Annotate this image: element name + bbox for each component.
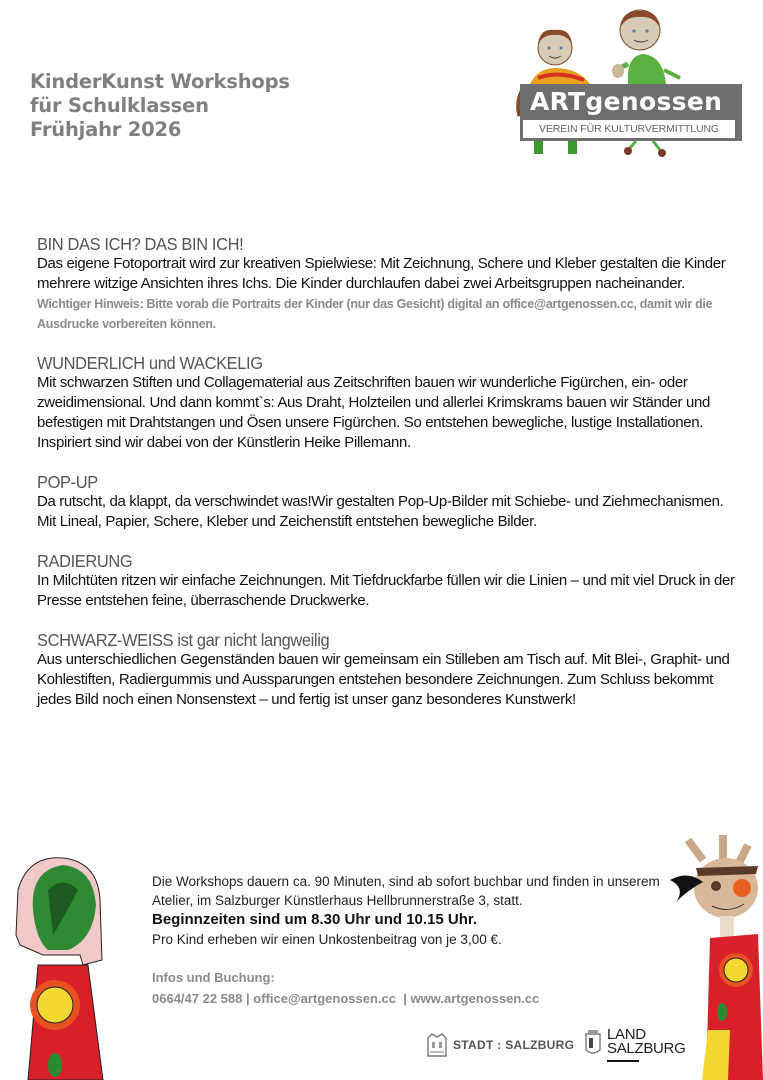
workshop-title: BIN DAS ICH? DAS BIN ICH! (37, 234, 244, 254)
workshop-description: Aus unterschiedlichen Gegenständen bauen wir gemeinsam ein Stilleben am Tisch auf. Mit Blei-, Graphit- und Kohlestiften, Radiergummis und Aussparungen entstehen besondere Zeichnungen. Zum Schluss bekommt jedes Bild noch einen Nonsenstext – und fertig ist unser ganz besonderes Kunstwerk! (37, 651, 730, 708)
child-drawing-left-icon (8, 850, 108, 1080)
website-link[interactable]: www.artgenossen.cc (410, 991, 540, 1006)
salzburg-label: SALZBURG (505, 1038, 575, 1052)
workshop-title: RADIERUNG (37, 551, 133, 571)
duration-location-text: Die Workshops dauern ca. 90 Minuten, sind ab sofort buchbar und finden in unserem Atelier, im Salzburger Künstlerhaus Hellbrunnerstraße 3, statt. (152, 874, 660, 908)
workshop-description (37, 373, 737, 453)
title-line-2: für Schulklassen (30, 94, 209, 117)
contact-line (152, 988, 672, 1009)
workshop-description: Da rutscht, da klappt, da verschwindet was!Wir gestalten Pop-Up-Bilder mit Schiebe- und Ziehmechanismen. Mit Lineal, Papier, Schere, Kleber und Zeichenstift entstehen bewegliche Bilder. (37, 493, 724, 530)
fee-text: Pro Kind erheben wir einen Unkostenbeitrag von je 3,00 €. (152, 932, 502, 947)
stadt-salzburg-logo (426, 1032, 574, 1058)
workshop-section (37, 551, 737, 611)
child-drawing-right-icon (668, 830, 763, 1080)
workshop-section (37, 472, 737, 532)
stadt-separator: : (497, 1038, 502, 1052)
booking-info (152, 872, 672, 1009)
contact-separator: | (246, 991, 250, 1006)
workshop-note: Wichtiger Hinweis: Bitte vorab die Portraits der Kinder (nur das Gesicht) digital an office@artgenossen.cc, damit wir die Ausdrucke vorbereiten können. (37, 297, 713, 331)
workshop-title: POP-UP (37, 472, 98, 492)
workshop-description: In Milchtüten ritzen wir einfache Zeichnungen. Mit Tiefdruckfarbe füllen wir die Linien – und mit viel Druck in der Presse entstehen feine, überraschende Druckwerke. (37, 572, 735, 609)
artgenossen-logo (508, 6, 748, 158)
page-title (30, 70, 290, 142)
logo-banner (520, 84, 742, 141)
stadt-salzburg-text (453, 1038, 574, 1052)
phone-number[interactable]: 0664/47 22 588 (152, 991, 243, 1006)
contact-block (152, 967, 672, 1009)
logo-name: ARTgenossen (530, 87, 723, 116)
workshop-section (37, 353, 737, 453)
land-underline (607, 1060, 639, 1062)
title-line-1: KinderKunst Workshops (30, 70, 290, 93)
workshop-section (37, 630, 737, 710)
workshop-title: SCHWARZ-WEISS ist gar nicht langweilig (37, 630, 330, 650)
workshop-section (37, 234, 737, 334)
email-link[interactable]: office@artgenossen.cc (253, 991, 396, 1006)
land-label: LAND (607, 1026, 646, 1043)
sponsor-logos (426, 1028, 696, 1068)
workshop-description-text: Mit schwarzen Stiften und Collagematerial aus Zeitschriften bauen wir wunderliche Figürchen, ein- oder zweidimensional. Und dann kommt`s: Aus Draht, Holzteilen und allerlei Krimskrams bauen wir Ständer und befestigen mit Drahtstangen und Ösen unsere Figürchen. So entstehen bewegliche, lustige Installationen. (37, 374, 710, 431)
city-crest-icon (426, 1032, 448, 1058)
stadt-label: STADT (453, 1038, 494, 1052)
salzburg-label: SALZBURG (607, 1040, 686, 1057)
start-times-text: Beginnzeiten sind um 8.30 Uhr und 10.15 Uhr. (152, 911, 478, 928)
contact-label: Infos und Buchung: (152, 970, 275, 985)
state-crest-icon (584, 1028, 602, 1058)
workshop-inspiration-text: Inspiriert sind wir dabei von der Künstlerin Heike Pillemann. (37, 434, 411, 451)
workshop-description: Das eigene Fotoportrait wird zur kreativen Spielwiese: Mit Zeichnung, Schere und Kleber gestalten die Kinder mehrere witzige Ansichten ihres Ichs. Die Kinder durchlaufen dabei zwei Arbeitsgruppen nacheinander. (37, 255, 726, 292)
contact-separator: | (403, 991, 407, 1006)
workshop-list (37, 234, 737, 729)
logo-subtitle: VEREIN FÜR KULTURVERMITTLUNG (523, 120, 735, 138)
workshop-title: WUNDERLICH und WACKELIG (37, 353, 263, 373)
title-line-3: Frühjahr 2026 (30, 118, 182, 141)
